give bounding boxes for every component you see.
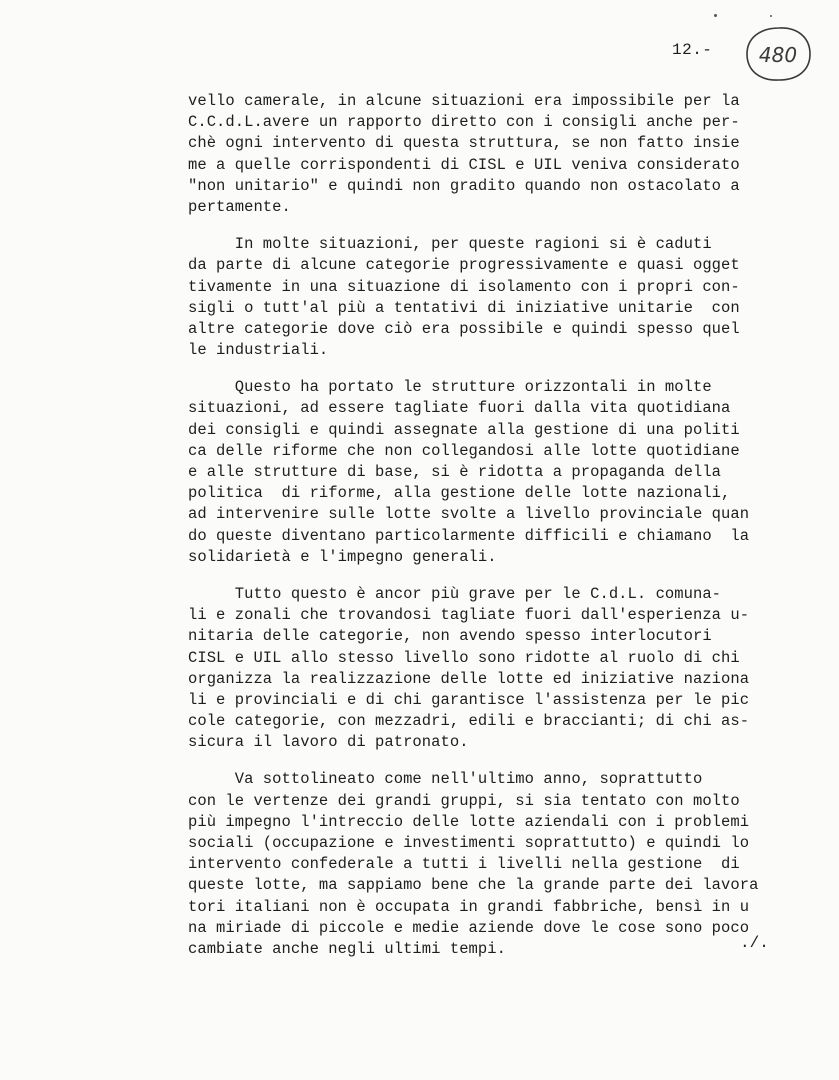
text-line: solidarietà e l'impegno generali.: [188, 547, 497, 566]
text-line: Tutto questo è ancor più grave per le C.d.L. comuna-: [188, 584, 722, 603]
archive-stamp-number: 480: [758, 43, 798, 67]
text-line: sociali (occupazione e investimenti soprattutto) e quindi lo: [188, 834, 750, 852]
text-line: CISL e UIL allo stesso livello sono ridotte al ruolo di chi: [188, 648, 740, 667]
text-line: ca delle riforme che non collegandosi alle lotte quotidiane: [188, 441, 740, 460]
text-line: da parte di alcune categorie progressivamente e quasi ogget: [188, 256, 740, 275]
text-line: intervento confederale a tutti i livelli nella gestione di: [188, 855, 740, 874]
text-line: C.C.d.L.avere un rapporto diretto con i consigli anche per-: [188, 113, 740, 132]
text-line: e alle strutture di base, si è ridotta a propaganda della: [188, 463, 722, 481]
paragraph: [188, 377, 788, 568]
text-line: più impegno l'intreccio delle lotte aziendali con i problemi: [188, 812, 750, 831]
text-line: sigli o tutt'al più a tentativi di iniziative unitarie con: [188, 298, 740, 317]
text-line: cole categorie, con mezzadri, edili e braccianti; di chi as-: [188, 712, 750, 731]
text-line: cambiate anche negli ultimi tempi.: [188, 939, 506, 958]
text-line: con le vertenze dei grandi gruppi, si sia tentato con molto: [188, 791, 740, 810]
paragraph: [188, 584, 788, 754]
text-line: In molte situazioni, per queste ragioni si è caduti: [188, 235, 712, 254]
text-line: pertamente.: [188, 197, 291, 216]
archive-stamp: [743, 25, 813, 83]
text-line: vello camerale, in alcune situazioni era impossibile per la: [188, 92, 740, 110]
continuation-mark: ./.: [740, 934, 769, 952]
text-line: organizza la realizzazione delle lotte ed iniziative naziona: [188, 669, 750, 688]
text-line: Va sottolineato come nell'ultimo anno, soprattutto: [188, 770, 703, 789]
archive-stamp-circle: [743, 25, 813, 83]
text-line: me a quelle corrispondenti di CISL e UIL veniva considerato: [188, 155, 740, 174]
text-line: politica di riforme, alla gestione delle lotte nazionali,: [188, 484, 731, 503]
text-line: ad intervenire sulle lotte svolte a livello provinciale quan: [188, 505, 750, 524]
scan-speck: [770, 15, 772, 17]
page-number: 12.-: [672, 41, 713, 59]
scan-speck: [714, 14, 717, 17]
paragraph: [188, 234, 788, 361]
text-line: "non unitario" e quindi non gradito quando non ostacolato a: [188, 176, 740, 195]
text-line: queste lotte, ma sappiamo bene che la grande parte dei lavora: [188, 876, 759, 895]
text-line: altre categorie dove ciò era possibile e quindi spesso quel: [188, 319, 740, 338]
text-line: dei consigli e quindi assegnate alla gestione di una politi: [188, 420, 740, 439]
paragraph: [188, 91, 788, 218]
text-line: nitaria delle categorie, non avendo spesso interlocutori: [188, 627, 712, 646]
text-line: Questo ha portato le strutture orizzontali in molte: [188, 378, 712, 397]
text-line: chè ogni intervento di questa struttura, se non fatto insie: [188, 134, 740, 153]
text-line: situazioni, ad essere tagliate fuori dalla vita quotidiana: [188, 399, 731, 418]
text-line: tivamente in una situazione di isolamento con i propri con-: [188, 277, 740, 296]
paragraph: [188, 769, 788, 960]
text-line: li e zonali che trovandosi tagliate fuori dall'esperienza u-: [188, 606, 750, 625]
text-line: na miriade di piccole e medie aziende dove le cose sono poco: [188, 918, 750, 937]
document-body: [188, 91, 788, 976]
text-line: sicura il lavoro di patronato.: [188, 733, 469, 752]
text-line: tori italiani non è occupata in grandi fabbriche, bensì in u: [188, 897, 750, 916]
text-line: li e provinciali e di chi garantisce l'assistenza per le pic: [188, 690, 750, 709]
text-line: do queste diventano particolarmente difficili e chiamano la: [188, 526, 750, 545]
text-line: le industriali.: [188, 341, 329, 360]
